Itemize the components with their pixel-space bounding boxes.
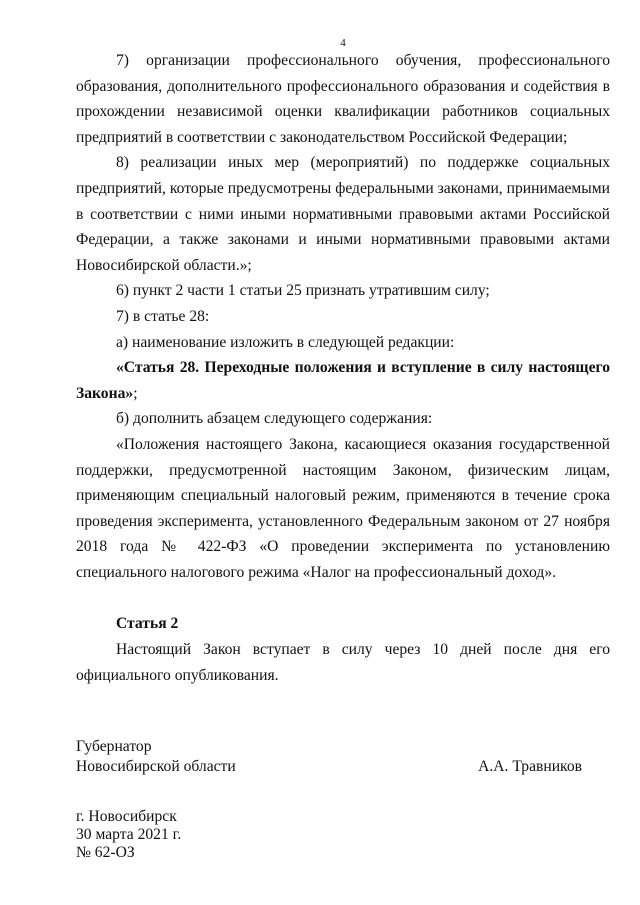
added-paragraph: «Положения настоящего Закона, касающиеся оказания государственной поддержки, предусмотренной настоящим Законом, физическим лицам, применяющим специальный налоговый режим, применяются в течение срока проведения эксперимента, установленного Федеральным законом от 27 ноября 2018 года № 422-ФЗ «О проведении эксперимента по установлению специального налогового режима «Налог на профессиональный доход». bbox=[76, 435, 610, 581]
spacer bbox=[76, 585, 610, 611]
item-8-paragraph: 8) реализации иных мер (мероприятий) по поддержке социальных предприятий, которые предусмотрены федеральными законами, принимаемыми в соответствии с ними иными нормативными правовыми актами Российской Федерации, а также законами и иными нормативными правовыми актами Новосибирской области.»; bbox=[76, 154, 610, 274]
signature-row bbox=[76, 757, 610, 777]
article-2-paragraph: Настоящий Закон вступает в силу через 10 дней после дня его официального опубликования. bbox=[76, 641, 610, 684]
city: г. Новосибирск bbox=[76, 808, 177, 825]
new-article-title: «Статья 28. Переходные положения и вступление в силу настоящего Закона» bbox=[76, 359, 610, 402]
item-7-paragraph: 7) организации профессионального обучения, профессионального образования, дополнительного профессионального образования и содействия в прохождении независимой оценки квалификации работников социальных предприятий в соответствии с законодательством Российской Федерации; bbox=[76, 52, 610, 146]
law-number: № 62-ОЗ bbox=[76, 844, 135, 861]
article-2-heading: Статья 2 bbox=[116, 615, 179, 633]
page-number: 4 bbox=[340, 37, 346, 49]
law-date: 30 марта 2021 г. bbox=[76, 826, 182, 843]
point-6-paragraph: 6) пункт 2 части 1 статьи 25 признать утратившим силу; bbox=[116, 282, 490, 300]
signatory-name: А.А. Травников bbox=[478, 758, 582, 775]
document-body bbox=[76, 48, 610, 688]
subpoint-a-paragraph: а) наименование изложить в следующей редакции: bbox=[116, 333, 455, 351]
subpoint-b-paragraph: б) дополнить абзацем следующего содержания: bbox=[116, 410, 433, 428]
signature-title-line-1: Губернатор bbox=[76, 738, 152, 755]
place-date-block bbox=[76, 808, 181, 862]
point-7-paragraph: 7) в статье 28: bbox=[116, 307, 210, 325]
new-article-title-tail: ; bbox=[133, 384, 138, 402]
signature-block bbox=[76, 737, 610, 777]
new-article-title-paragraph bbox=[76, 355, 610, 406]
signature-title-line-2: Новосибирской области bbox=[76, 758, 236, 775]
